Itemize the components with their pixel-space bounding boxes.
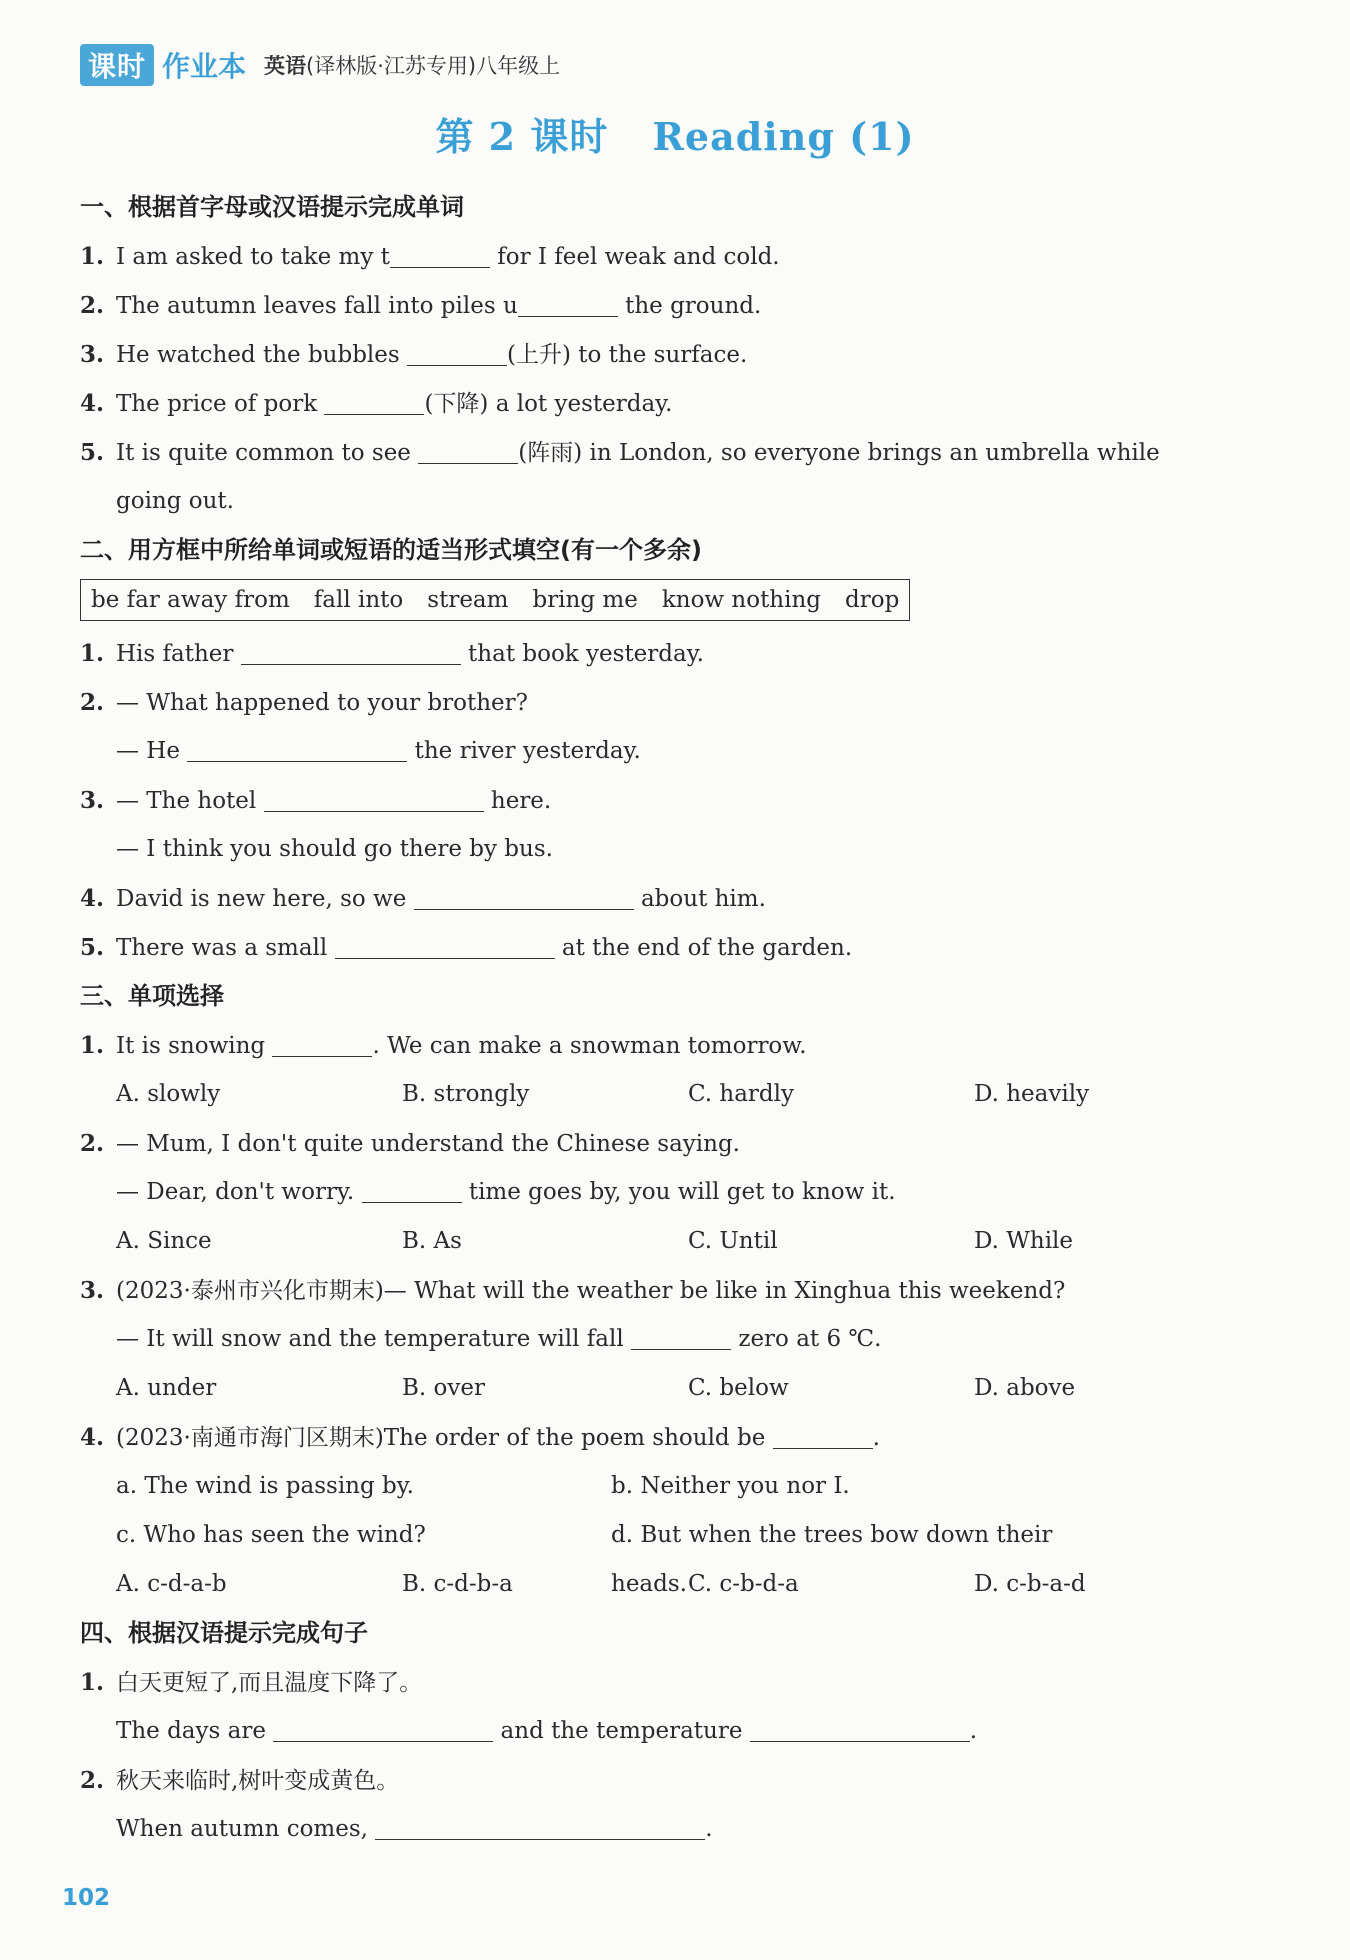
- question-number: 3.: [80, 787, 105, 814]
- question-text: zero at 6 ℃.: [731, 1326, 882, 1352]
- choice-option[interactable]: A. slowly: [116, 1081, 221, 1107]
- poem-line: d. But when the trees bow down their heads.: [611, 1522, 1053, 1597]
- question: [80, 923, 1280, 972]
- choice-options: [80, 1070, 1280, 1119]
- choice-options: [80, 1217, 1280, 1266]
- question-text: He watched the bubbles: [116, 342, 408, 368]
- question-number: 4.: [80, 885, 105, 912]
- question-text: about him.: [633, 886, 766, 912]
- question: [80, 1413, 1280, 1462]
- subject-label: [264, 50, 560, 80]
- question-text: — The hotel: [116, 788, 264, 814]
- question-dialogue: [80, 1315, 1280, 1364]
- question-text: .: [969, 1718, 978, 1744]
- choice-option[interactable]: D. c-b-a-d: [974, 1571, 1086, 1597]
- answer-line: [80, 1707, 1280, 1756]
- question-text: (2023·泰州市兴化市期末)— What will the weather be like in Xinghua this weekend?: [116, 1278, 1066, 1304]
- question-number: 3.: [80, 1277, 105, 1304]
- page-title: [0, 106, 1350, 161]
- question-number: 1.: [80, 243, 105, 270]
- question: [80, 428, 1280, 477]
- choice-option[interactable]: A. Since: [116, 1228, 212, 1254]
- question-text: (2023·南通市海门区期末)The order of the poem should be: [116, 1425, 773, 1451]
- choice-option[interactable]: C. c-b-d-a: [688, 1571, 799, 1597]
- question-text: at the end of the garden.: [554, 935, 853, 961]
- question-number: 3.: [80, 341, 105, 368]
- question: [80, 776, 1280, 825]
- question-number: 1.: [80, 640, 105, 667]
- question-text: It is quite common to see: [116, 440, 419, 466]
- question-text: There was a small: [116, 935, 335, 961]
- answer-blank[interactable]: [631, 1321, 731, 1350]
- answer-blank[interactable]: [375, 1811, 705, 1840]
- question: [80, 874, 1280, 923]
- question-text: It is snowing: [116, 1033, 273, 1059]
- answer-blank[interactable]: [324, 386, 424, 415]
- question-text: The price of pork: [116, 391, 325, 417]
- answer-blank[interactable]: [407, 337, 507, 366]
- header: [80, 42, 560, 88]
- question: [80, 379, 1280, 428]
- question: [80, 1756, 1280, 1805]
- question: [80, 629, 1280, 678]
- question-text: time goes by, you will get to know it.: [461, 1179, 896, 1205]
- question-number: 1.: [80, 1669, 105, 1696]
- question-text: .: [705, 1816, 713, 1842]
- question-text: — Mum, I don't quite understand the Chinese saying.: [116, 1131, 740, 1157]
- question-continuation: going out.: [116, 488, 234, 514]
- question-number: 5.: [80, 439, 105, 466]
- answer-blank[interactable]: [750, 1713, 970, 1742]
- question: [80, 1266, 1280, 1315]
- word-option: drop: [845, 587, 900, 613]
- word-option: bring me: [532, 587, 638, 613]
- choice-option[interactable]: B. As: [402, 1228, 462, 1254]
- question-number: 4.: [80, 390, 105, 417]
- question-text: — He: [116, 738, 188, 764]
- choice-option[interactable]: C. Until: [688, 1228, 778, 1254]
- question-number: 4.: [80, 1424, 105, 1451]
- question-text: . We can make a snowman tomorrow.: [372, 1033, 807, 1059]
- question-dialogue: [80, 1168, 1280, 1217]
- section-heading: 一、根据首字母或汉语提示完成单词: [80, 193, 464, 221]
- answer-blank[interactable]: [518, 288, 618, 317]
- choice-option[interactable]: A. c-d-a-b: [116, 1571, 227, 1597]
- answer-blank[interactable]: [773, 1420, 873, 1449]
- question: [80, 281, 1280, 330]
- answer-blank[interactable]: [418, 435, 518, 464]
- poem-line: b. Neither you nor I.: [611, 1473, 850, 1499]
- choice-option[interactable]: A. under: [116, 1375, 217, 1401]
- question: [80, 1658, 1280, 1707]
- question-number: 1.: [80, 1032, 105, 1059]
- choice-options: [80, 1364, 1280, 1413]
- question-text: David is new here, so we: [116, 886, 414, 912]
- question: [80, 330, 1280, 379]
- choice-option[interactable]: B. over: [402, 1375, 485, 1401]
- answer-blank[interactable]: [390, 239, 490, 268]
- question-text: the ground.: [617, 293, 762, 319]
- word-option: stream: [427, 587, 509, 613]
- question-text: and the temperature: [493, 1718, 750, 1744]
- choice-option[interactable]: D. heavily: [974, 1081, 1090, 1107]
- question-text: I am asked to take my t: [116, 244, 390, 270]
- lesson-name: Reading (1): [652, 114, 915, 159]
- question-text: that book yesterday.: [460, 641, 704, 667]
- answer-line: [80, 1805, 1280, 1854]
- page-number: 102: [62, 1885, 111, 1911]
- answer-blank[interactable]: [335, 930, 555, 959]
- question-number: 2.: [80, 1767, 105, 1794]
- question-dialogue: — I think you should go there by bus.: [116, 836, 553, 862]
- section-heading: 四、根据汉语提示完成句子: [80, 1619, 368, 1647]
- choice-option[interactable]: D. above: [974, 1375, 1076, 1401]
- answer-blank[interactable]: [273, 1713, 493, 1742]
- lesson-number: 第 2 课时: [435, 114, 609, 159]
- subject-rest: (译林版·江苏专用)八年级上: [306, 54, 561, 78]
- question-text: (上升) to the surface.: [507, 342, 748, 368]
- question-text: — Dear, don't worry.: [116, 1179, 362, 1205]
- question-text: here.: [483, 788, 552, 814]
- word-option: know nothing: [661, 587, 822, 613]
- chinese-prompt: 白天更短了,而且温度下降了。: [116, 1670, 423, 1696]
- section-heading: 二、用方框中所给单词或短语的适当形式填空(有一个多余): [80, 536, 702, 564]
- choice-option[interactable]: D. While: [974, 1228, 1074, 1254]
- question-text: When autumn comes,: [116, 1816, 376, 1842]
- poem-line: a. The wind is passing by.: [116, 1473, 414, 1499]
- word-box: [80, 579, 910, 621]
- answer-blank[interactable]: [187, 733, 407, 762]
- question: [80, 1119, 1280, 1168]
- logo-box: 课时: [80, 44, 154, 86]
- answer-blank[interactable]: [264, 783, 484, 812]
- word-option: be far away from: [91, 587, 290, 613]
- answer-blank[interactable]: [362, 1174, 462, 1203]
- question-text: His father: [116, 641, 241, 667]
- question-text: The days are: [116, 1718, 274, 1744]
- question-text: — What happened to your brother?: [116, 690, 528, 716]
- choice-option[interactable]: B. c-d-b-a: [402, 1571, 513, 1597]
- section-heading: 三、单项选择: [80, 982, 224, 1010]
- chinese-prompt: 秋天来临时,树叶变成黄色。: [116, 1768, 400, 1794]
- answer-blank[interactable]: [272, 1028, 372, 1057]
- question-number: 2.: [80, 689, 105, 716]
- question: [80, 232, 1280, 281]
- question-text: (阵雨) in London, so everyone brings an umbrella while: [518, 440, 1160, 466]
- question-text: for I feel weak and cold.: [489, 244, 780, 270]
- word-option: fall into: [313, 587, 404, 613]
- answer-blank[interactable]: [414, 881, 634, 910]
- poem-line: c. Who has seen the wind?: [116, 1522, 426, 1548]
- choice-options: [80, 1560, 1280, 1609]
- question: [80, 678, 1280, 727]
- question-text: The autumn leaves fall into piles u: [116, 293, 518, 319]
- question-number: 2.: [80, 1130, 105, 1157]
- subject-bold: 英语: [264, 54, 307, 78]
- question: [80, 1021, 1280, 1070]
- answer-blank[interactable]: [241, 636, 461, 665]
- question-text: (下降) a lot yesterday.: [424, 391, 673, 417]
- worksheet-content: [80, 183, 1280, 1854]
- question-number: 2.: [80, 292, 105, 319]
- question-dialogue: [80, 727, 1280, 776]
- logo-text: 作业本: [162, 50, 247, 83]
- question-text: .: [872, 1425, 880, 1451]
- question-text: the river yesterday.: [407, 738, 641, 764]
- choice-option[interactable]: B. strongly: [402, 1081, 530, 1107]
- choice-option[interactable]: C. hardly: [688, 1081, 794, 1107]
- poem-lines: [80, 1462, 1280, 1511]
- choice-option[interactable]: C. below: [688, 1375, 789, 1401]
- question-number: 5.: [80, 934, 105, 961]
- question-text: — It will snow and the temperature will fall: [116, 1326, 632, 1352]
